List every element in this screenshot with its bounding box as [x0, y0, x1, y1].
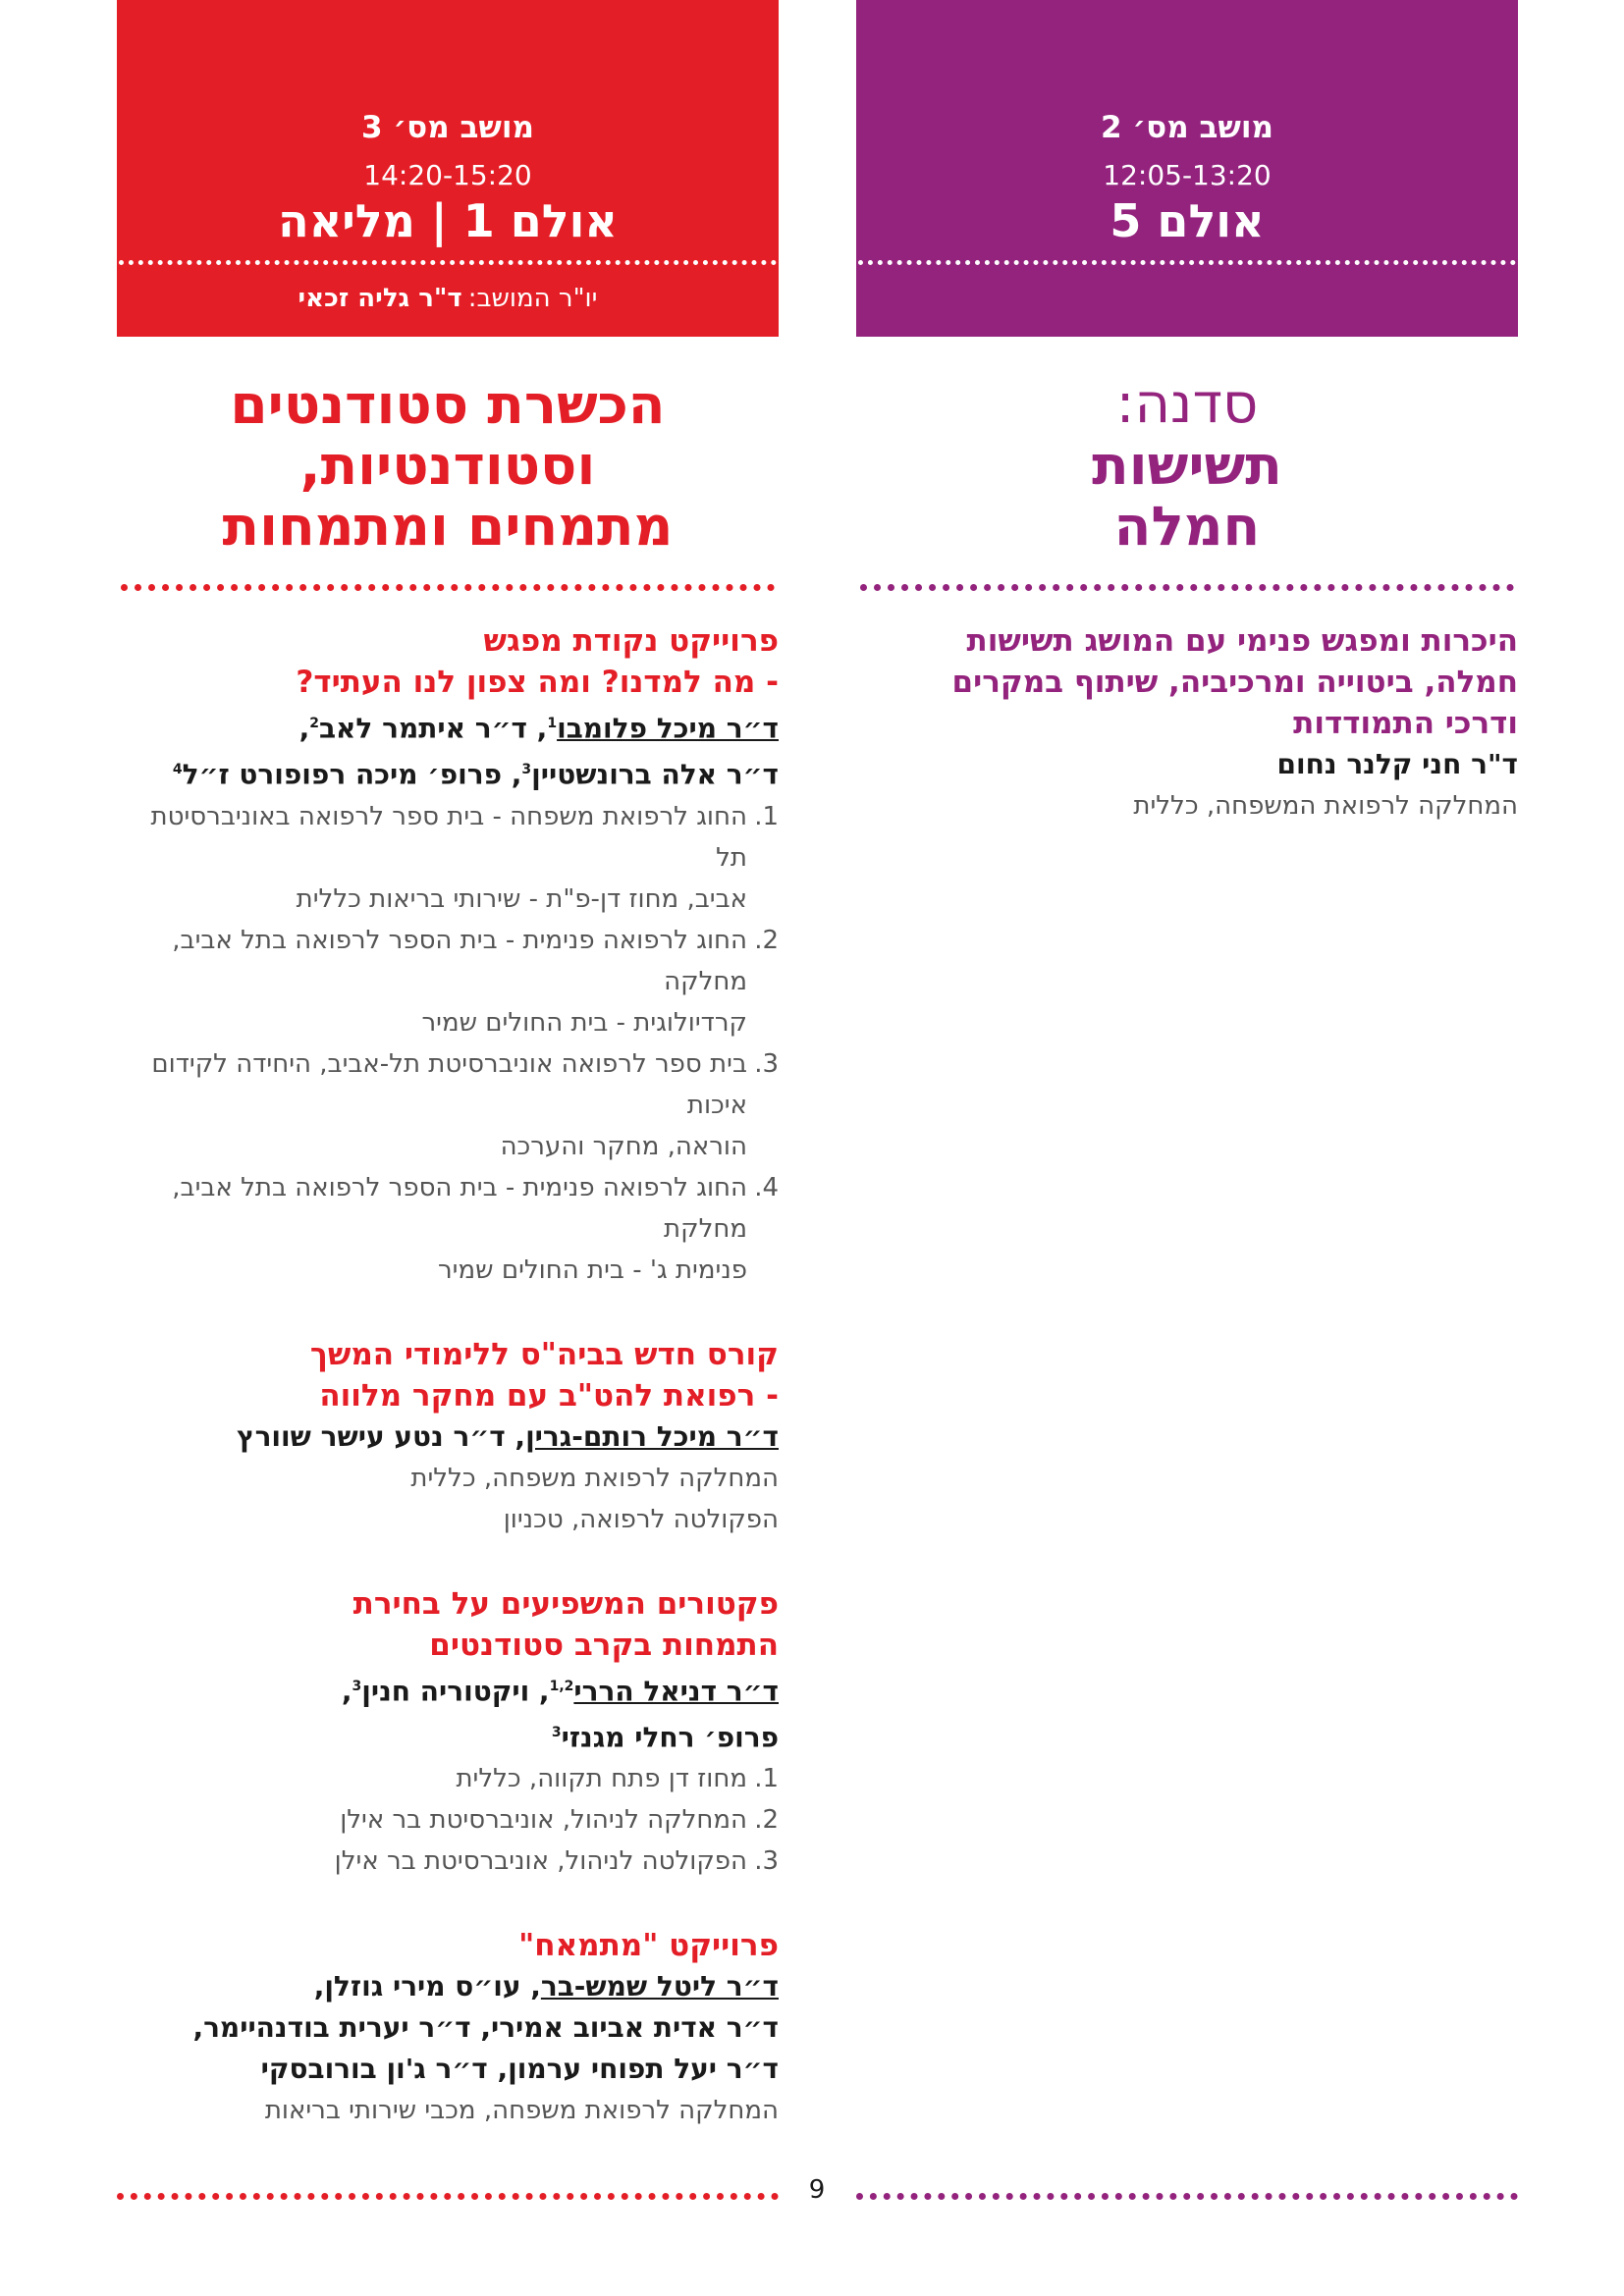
co-authors: , ד״ר איתמר לאב — [318, 712, 548, 745]
affiliation-number: 3. — [754, 1846, 779, 1877]
page-number: 9 — [808, 2175, 826, 2205]
session-title-line: תשישות — [1092, 434, 1282, 497]
affiliation-list — [117, 796, 779, 1291]
co-authors: , — [298, 712, 310, 745]
affiliation-number: 2. — [754, 925, 779, 955]
co-authors: , ד״ר נטע עישר שוורץ — [237, 1419, 526, 1453]
talk-title-line: התמחות בקרב סטודנטים — [429, 1627, 779, 1663]
talk-affiliation: המחלקה לרפואת משפחה, מכבי שירותי בריאות — [264, 2096, 779, 2126]
talk-item — [117, 1583, 779, 1883]
co-authors: , עו״ס מירי גוזלן, — [313, 1970, 541, 2003]
affiliation-text: קרדיולוגית - בית החולים שמיר — [421, 1007, 747, 1038]
session-hall: אולם 5 — [1110, 194, 1265, 247]
dotted-divider — [121, 584, 775, 591]
presenting-author: ד״ר דניאל הררי — [573, 1674, 779, 1707]
affiliation-text: בית ספר לרפואה אוניברסיטת תל-אביב, היחידה לקידום איכות — [151, 1048, 747, 1120]
talk-title-line: - רפואת להט"ב עם מחקר מלווה — [319, 1377, 779, 1414]
talk-authors-line — [117, 1966, 779, 2007]
presenting-author: ד״ר מיכל פלומבו — [557, 712, 779, 745]
session-3-column — [117, 0, 779, 2174]
talk-authors-line — [117, 703, 779, 749]
footer-dotted-divider — [856, 2193, 1518, 2200]
workshop-kicker: סדנה: — [1115, 372, 1259, 436]
session-3-header — [117, 0, 779, 337]
co-authors: , — [341, 1674, 352, 1707]
affiliation-text: מחוז דן פתח תקווה, כללית — [456, 1764, 747, 1794]
talk-authors-line: ד״ר אדית אביוב אמירי, ד״ר יערית בודנהיימר, — [192, 2011, 779, 2045]
affiliation-ref: 1,2 — [549, 1678, 574, 1694]
affiliation-item — [117, 1758, 779, 1799]
affiliation-item — [117, 920, 779, 1043]
session-chair — [117, 284, 779, 313]
talk-authors-line — [117, 1712, 779, 1758]
talk-item — [117, 1334, 779, 1540]
session-number: מושב מס׳ 3 — [361, 110, 534, 145]
talk-authors-line: ד״ר יעל תפוחי ערמון, ד״ר ג'ון בורובסקי — [260, 2053, 779, 2086]
affiliation-ref: 4 — [172, 762, 183, 778]
session-title-line: וסטודנטיות, — [299, 434, 596, 497]
affiliation-ref: 2 — [309, 716, 319, 731]
talk-author: ד"ר חני קלנר נחום — [1276, 748, 1518, 780]
session-3-title — [117, 374, 779, 584]
talk-title-line: ודרכי התמודדות — [1293, 706, 1518, 741]
co-authors: , פרופ׳ מיכה רפופורט ז״ל — [182, 758, 522, 791]
talk-authors-line — [117, 1416, 779, 1458]
affiliation-text: פנימית ג' - בית החולים שמיר — [438, 1255, 747, 1285]
session-title-line: הכשרת סטודנטים — [230, 373, 666, 436]
affiliation-list — [117, 1758, 779, 1882]
talk-authors-line — [117, 749, 779, 795]
co-authors: פרופ׳ רחלי מגנזי — [561, 1721, 779, 1754]
talk-title-line: - מה למדנו? ומה צפון לנו העתיד? — [296, 665, 779, 700]
affiliation-number: 2. — [754, 1805, 779, 1836]
talk-affiliation: הפקולטה לרפואה, טכניון — [503, 1504, 779, 1534]
chair-label: יו"ר המושב: — [467, 284, 598, 313]
affiliation-ref: 3 — [352, 1678, 362, 1694]
affiliation-item — [117, 1799, 779, 1841]
affiliation-number: 3. — [754, 1048, 779, 1079]
session-2-column — [856, 0, 1518, 870]
header-dotted-divider — [858, 260, 1516, 265]
affiliation-item — [117, 1841, 779, 1882]
affiliation-item — [117, 1167, 779, 1291]
session-title-line: חמלה — [1113, 495, 1261, 558]
affiliation-ref: 3 — [521, 762, 532, 778]
affiliation-text: החוג לרפואה פנימית - בית הספר לרפואה בתל אביב, מחלקה — [172, 925, 747, 996]
affiliation-text: הוראה, מחקר והערכה — [500, 1131, 747, 1161]
dotted-divider — [860, 584, 1514, 591]
talk-title-line: פרוייקט "מתמאח" — [518, 1928, 779, 1964]
footer-dotted-divider — [117, 2193, 779, 2200]
affiliation-text: הפקולטה לניהול, אוניברסיטת בר אילן — [334, 1846, 747, 1877]
talk-item — [117, 620, 779, 1291]
session-time: 12:05-13:20 — [1103, 159, 1272, 191]
talk-title-line: היכרות ומפגש פנימי עם המושג תשישות — [966, 623, 1518, 659]
affiliation-item — [117, 1043, 779, 1167]
session-title-line: מתמחים ומתמחות — [222, 495, 674, 558]
affiliation-text: המחלקה לניהול, אוניברסיטת בר אילן — [340, 1805, 747, 1836]
session-time: 14:20-15:20 — [363, 159, 532, 191]
affiliation-number: 1. — [754, 1764, 779, 1794]
affiliation-text: החוג לרפואה פנימית - בית הספר לרפואה בתל אביב, מחלקת — [172, 1172, 747, 1244]
presenting-author: ד״ר מיכל רותם-גרין — [525, 1419, 779, 1453]
talk-item — [117, 1925, 779, 2131]
affiliation-item — [117, 796, 779, 920]
affiliation-number: 1. — [754, 801, 779, 831]
session-number: מושב מס׳ 2 — [1101, 110, 1273, 145]
talk-list — [856, 591, 1518, 827]
talk-affiliation: המחלקה לרפואת משפחה, כללית — [410, 1463, 779, 1493]
session-hall: אולם 1 | מליאה — [278, 194, 618, 247]
affiliation-number: 4. — [754, 1172, 779, 1202]
talk-title-line: קורס חדש בביה"ס ללימודי המשך — [309, 1336, 779, 1372]
talk-item — [856, 620, 1518, 827]
talk-title-line: חמלה, ביטוייה ומרכיביה, שיתוף במקרים — [951, 665, 1518, 700]
session-2-title — [856, 374, 1518, 584]
chair-name: ד"ר גליה זכאי — [298, 284, 462, 313]
talk-list — [117, 591, 779, 2131]
header-dotted-divider — [119, 260, 777, 265]
co-authors: , ויקטוריה חנין — [361, 1674, 550, 1707]
talk-title-line: פקטורים המשפיעים על בחירת — [352, 1585, 779, 1622]
talk-affiliation: המחלקה לרפואת המשפחה, כללית — [1133, 791, 1518, 821]
affiliation-ref: 1 — [547, 716, 558, 731]
co-authors: ד״ר אלה ברונשטיין — [531, 758, 779, 791]
presenting-author: ד״ר ליטל שמש-בר — [540, 1970, 779, 2003]
talk-title-line: פרוייקט נקודת מפגש — [483, 623, 779, 659]
affiliation-text: אביב, מחוז דן-פ"ת - שירותי בריאות כללית — [296, 883, 747, 914]
affiliation-ref: 3 — [551, 1724, 562, 1740]
session-2-header — [856, 0, 1518, 337]
affiliation-text: החוג לרפואת משפחה - בית ספר לרפואה באוניברסיטת תל — [150, 801, 747, 873]
talk-authors-line — [117, 1666, 779, 1712]
